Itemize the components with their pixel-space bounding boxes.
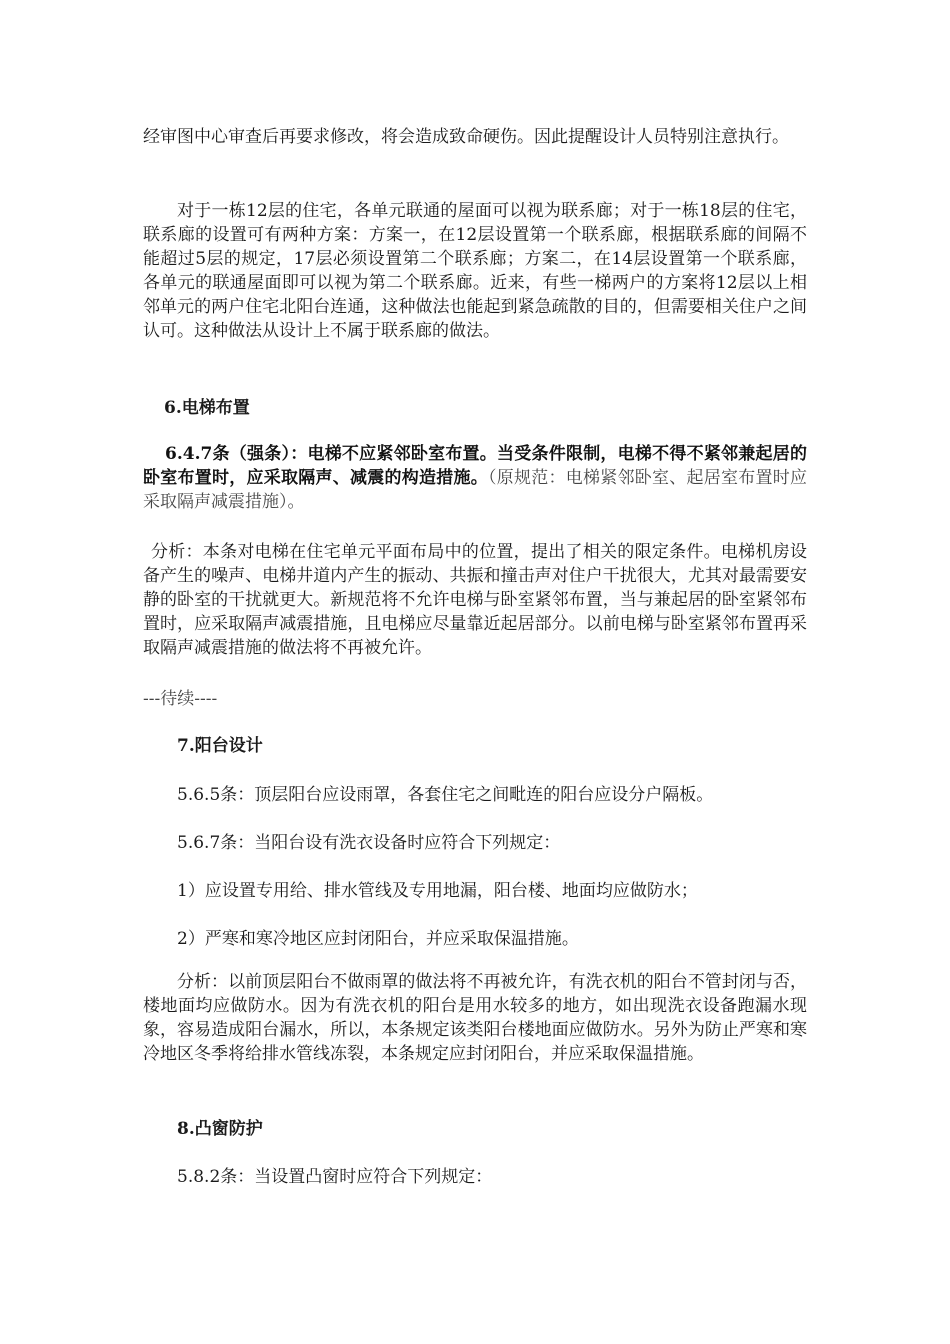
section-heading-balcony: 7.阳台设计 (177, 736, 263, 756)
to-be-continued-marker: ---待续---- (143, 689, 218, 709)
clause-5-6-5: 5.6.5条：顶层阳台应设雨罩，各套住宅之间毗连的阳台应设分户隔板。 (177, 785, 714, 805)
clause-6-4-7-original-text: （原规范：电梯紧邻卧室、起居室布置时应采取隔声减震措施）。 (143, 468, 807, 512)
analysis-balcony-paragraph: 分析：以前顶层阳台不做雨罩的做法将不再被允许，有洗衣机的阳台不管封闭与否，楼地面均应做防水。因为有洗衣机的阳台是用水较多的地方，如出现洗衣设备跑漏水现象，容易造成阳台漏水，所以，本条规定该类阳台楼地面应做防水。另外为防止严寒和寒冷地区冬季将给排水管线冻裂，本条规定应封闭阳台，并应采取保温措施。 (143, 972, 807, 1064)
analysis-elevator-paragraph: 分析：本条对电梯在住宅单元平面布局中的位置，提出了相关的限定条件。电梯机房设备产生的噪声、电梯井道内产生的振动、共振和撞击声对住户干扰很大，尤其对最需要安静的卧室的干扰就更大。新规范将不允许电梯与卧室紧邻布置，当与兼起居的卧室紧邻布置时，应采取隔声减震措施，且电梯应尽量靠近起居部分。以前电梯与卧室紧邻布置再采取隔声减震措施的做法将不再被允许。 (143, 542, 807, 658)
section-heading-bay-window: 8.凸窗防护 (177, 1119, 263, 1139)
section-heading-elevator: 6.电梯布置 (164, 398, 250, 418)
clause-5-6-7-item-2: 2）严寒和寒冷地区应封闭阳台，并应采取保温措施。 (177, 929, 579, 949)
clause-6-4-7-mandatory-text: 6.4.7条（强条）：电梯不应紧邻卧室布置。当受条件限制，电梯不得不紧邻兼起居的卧室布置时，应采取隔声、减震的构造措施。 (143, 444, 807, 488)
clause-5-6-7: 5.6.7条：当阳台设有洗衣设备时应符合下列规定： (177, 833, 561, 853)
corridor-paragraph: 对于一栋12层的住宅，各单元联通的屋面可以视为联系廊；对于一栋18层的住宅，联系廊的设置可有两种方案：方案一，在12层设置第一个联系廊，根据联系廊的间隔不能超过5层的规定，17层必须设置第二个联系廊；方案二，在14层设置第一个联系廊，各单元的联通屋面即可以视为第二个联系廊。近来，有些一梯两户的方案将12层以上相邻单元的两户住宅北阳台连通，这种做法也能起到紧急疏散的目的，但需要相关住户之间认可。这种做法从设计上不属于联系廊的做法。 (143, 201, 807, 341)
clause-5-6-7-item-1: 1）应设置专用给、排水管线及专用地漏，阳台楼、地面均应做防水； (177, 881, 698, 901)
intro-paragraph: 经审图中心审查后再要求修改，将会造成致命硬伤。因此提醒设计人员特别注意执行。 (143, 127, 789, 147)
clause-6-4-7 (143, 442, 807, 514)
clause-5-8-2: 5.8.2条：当设置凸窗时应符合下列规定： (177, 1167, 493, 1187)
